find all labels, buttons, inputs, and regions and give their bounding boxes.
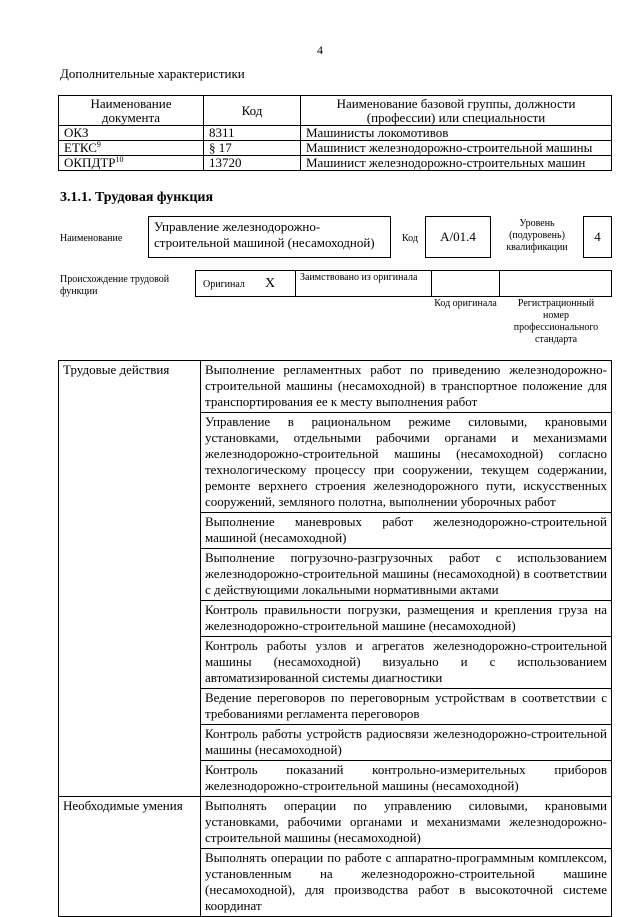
level-box bbox=[583, 216, 612, 258]
additional-characteristics-title: Дополнительные характеристики bbox=[60, 66, 245, 81]
labor-action-item: Контроль правильности погрузки, размещения и крепления груза на железнодорожно-строительной машине (несамоходной) bbox=[201, 601, 612, 637]
characteristics-table bbox=[58, 95, 612, 171]
labor-action-item: Контроль работы устройств радиосвязи железнодорожно-строительной машины (несамоходной) bbox=[201, 725, 612, 761]
origin-divider bbox=[295, 270, 296, 297]
origin-label: Происхождение трудовой функции bbox=[60, 274, 170, 297]
footnote-ref: 10 bbox=[115, 155, 124, 164]
doc-code: 8311 bbox=[204, 126, 301, 141]
header-code: Код bbox=[204, 96, 301, 126]
code-original-label: Код оригинала bbox=[434, 298, 497, 309]
labor-action-item: Выполнение погрузочно-разгрузочных работ с использованием железнодорожно-строительной машины (несамоходной) в соответствии с действующими локальными нормативными актами bbox=[201, 549, 612, 601]
origin-divider bbox=[499, 270, 500, 297]
skill-item: Выполнять операции по работе с аппаратно-программным комплексом, установленным на железнодорожно-строительной машине (несамоходной), для производства работ в высокоточной системе координат bbox=[201, 849, 612, 917]
level-value: 4 bbox=[594, 229, 601, 244]
header-group-name: Наименование базовой группы, должности (профессии) или специальности bbox=[301, 96, 612, 126]
doc-name: ОКПДТР bbox=[64, 155, 116, 170]
labor-action-item: Ведение переговоров по переговорным устройствам в соответствии с требованиями регламента переговоров bbox=[201, 689, 612, 725]
doc-code: § 17 bbox=[204, 141, 301, 156]
labor-action-item: Контроль работы узлов и агрегатов железнодорожно-строительной машины (несамоходной) визуально и с использованием автоматизированной системы диагностики bbox=[201, 637, 612, 689]
table-row bbox=[59, 361, 612, 413]
header-doc-name: Наименование документа bbox=[59, 96, 204, 126]
table-row bbox=[59, 797, 612, 849]
section-title: 3.1.1. Трудовая функция bbox=[60, 190, 214, 205]
group-name: Машинист железнодорожно-строительной машины bbox=[301, 141, 612, 156]
labor-action-item: Выполнение регламентных работ по приведению железнодорожно-строительной машины (несамоходной) в транспортное положение для транспортирования ее к месту выполнения работ bbox=[201, 361, 612, 413]
code-label: Код bbox=[402, 233, 418, 244]
table-row bbox=[59, 156, 612, 171]
original-label: Оригинал bbox=[203, 279, 245, 290]
function-code-box bbox=[425, 216, 491, 258]
labor-actions-label: Трудовые действия bbox=[59, 361, 201, 797]
skills-label: Необходимые умения bbox=[59, 797, 201, 917]
function-name-box bbox=[148, 216, 391, 258]
doc-name: ЕТКС bbox=[64, 140, 97, 155]
reg-number-label: Регистрационный номер профессионального стандарта bbox=[513, 298, 599, 345]
footnote-ref: 9 bbox=[96, 140, 101, 149]
doc-code: 13720 bbox=[204, 156, 301, 171]
table-row bbox=[59, 126, 612, 141]
labor-action-item: Контроль показаний контрольно-измерительных приборов железнодорожно-строительной машины (несамоходной) bbox=[201, 761, 612, 797]
name-label: Наименование bbox=[60, 233, 123, 244]
labor-function-table bbox=[58, 360, 612, 917]
function-name: Управление железнодорожно-строительной машиной (несамоходной) bbox=[154, 219, 375, 250]
table-row bbox=[59, 141, 612, 156]
level-label: Уровень (подуровень) квалификации bbox=[506, 218, 568, 253]
skill-item: Выполнять операции по управлению силовыми, крановыми установками, рабочими органами и механизмами железнодорожно-строительной машины (несамоходной) bbox=[201, 797, 612, 849]
original-mark: X bbox=[265, 276, 276, 291]
page-number: 4 bbox=[317, 43, 323, 57]
doc-name: ОКЗ bbox=[64, 125, 89, 140]
group-name: Машинисты локомотивов bbox=[301, 126, 612, 141]
function-code: A/01.4 bbox=[440, 229, 476, 244]
origin-divider bbox=[431, 270, 432, 297]
group-name: Машинист железнодорожно-строительных машин bbox=[301, 156, 612, 171]
borrowed-label: Заимствовано из оригинала bbox=[300, 272, 418, 283]
labor-action-item: Управление в рациональном режиме силовыми, крановыми установками, отдельными рабочими органами и механизмами железнодорожно-строительной машины (несамоходной) согласно технологическому процессу при сооружении, текущем содержании, ремонте верхнего строения железнодорожного пути, искусственных сооружений, земляного полотна, выполнении уборочных работ bbox=[201, 413, 612, 513]
labor-action-item: Выполнение маневровых работ железнодорожно-строительной машиной (несамоходной) bbox=[201, 513, 612, 549]
